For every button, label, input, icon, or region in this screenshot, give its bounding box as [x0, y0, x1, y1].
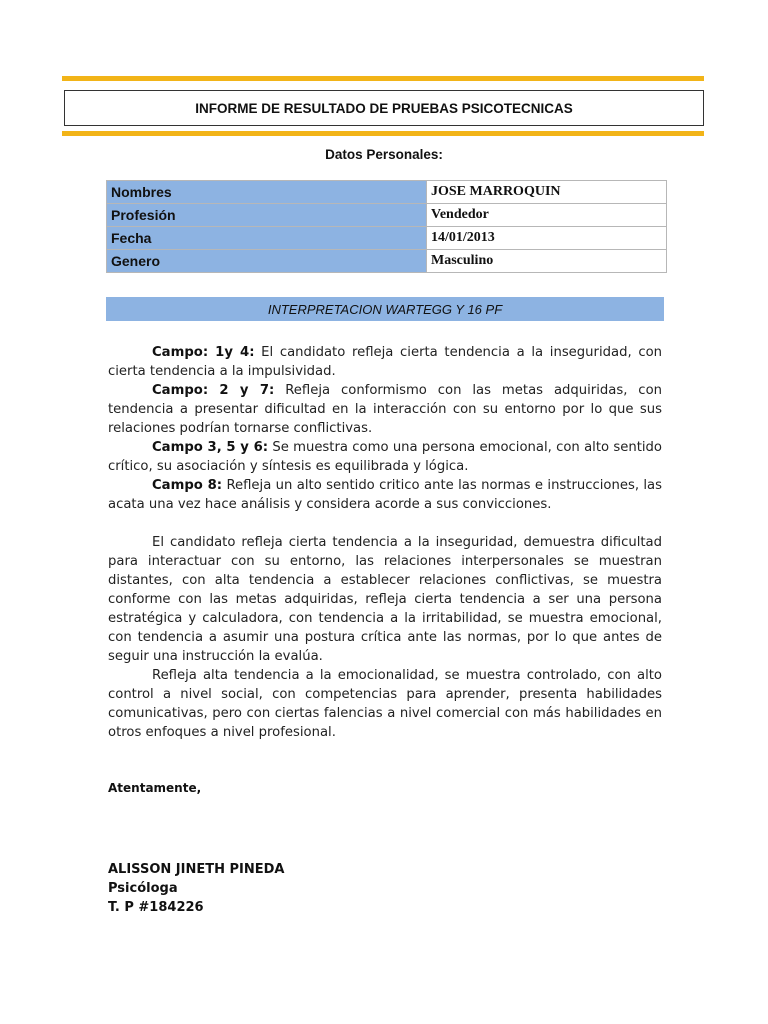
top-accent-rule: [62, 76, 704, 81]
interpretation-banner: INTERPRETACION WARTEGG Y 16 PF: [106, 297, 664, 321]
table-row: [107, 204, 667, 227]
row-value: 14/01/2013: [427, 227, 667, 250]
signer-license: T. P #184226: [108, 900, 204, 915]
row-label: Nombres: [107, 181, 427, 204]
table-row: [107, 181, 667, 204]
campo-text: El candidato refleja cierta tendencia a la inseguridad, con cierta tendencia a la impulsividad.: [108, 345, 662, 379]
campo-label: Campo 8:: [152, 478, 223, 493]
campo-text: Se muestra como una persona emocional, con alto sentido crítico, su asociación y síntesis es equilibrada y lógica.: [108, 440, 662, 474]
salutation: Atentamente,: [108, 781, 202, 795]
row-value: Masculino: [427, 250, 667, 273]
campo-paragraph: [108, 381, 662, 438]
report-title: INFORME DE RESULTADO DE PRUEBAS PSICOTECNICAS: [64, 90, 704, 126]
campo-text: Refleja conformismo con las metas adquiridas, con tendencia a presentar dificultad en la interacción con su entorno por lo que sus relaciones podrían tornarse conflictivas.: [108, 383, 662, 436]
personal-data-table: [106, 180, 667, 273]
table-row: [107, 227, 667, 250]
campo-paragraph: [108, 343, 662, 381]
row-value: JOSE MARROQUIN: [427, 181, 667, 204]
row-value: Vendedor: [427, 204, 667, 227]
interpretation-body: [108, 343, 662, 742]
table-row: [107, 250, 667, 273]
signature-block: [108, 860, 284, 917]
row-label: Fecha: [107, 227, 427, 250]
row-label: Genero: [107, 250, 427, 273]
campo-label: Campo: 1y 4:: [152, 345, 255, 360]
campo-label: Campo: 2 y 7:: [152, 383, 275, 398]
signer-role: Psicóloga: [108, 881, 178, 896]
campo-paragraph: [108, 438, 662, 476]
bottom-accent-rule: [62, 131, 704, 136]
summary-paragraph: El candidato refleja cierta tendencia a la inseguridad, demuestra dificultad para interactuar con su entorno, las relaciones interpersonales se muestran distantes, con alta tendencia a establecer relaciones conflictivas, se muestra conforme con las metas adquiridas, refleja cierta tendencia a ser una persona estratégica y calculadora, con tendencia a la irritabilidad, se muestra emocional, con tendencia a asumir una postura crítica ante las normas, por lo que antes de seguir una instrucción la evalúa.: [108, 535, 662, 664]
row-label: Profesión: [107, 204, 427, 227]
personal-data-heading: Datos Personales:: [325, 147, 443, 162]
summary-paragraph: Refleja alta tendencia a la emocionalidad, se muestra controlado, con alto control a nivel social, con competencias para aprender, presenta habilidades comunicativas, pero con ciertas falencias a nivel comercial con más habilidades en otros enfoques a nivel profesional.: [108, 668, 662, 740]
campo-paragraph: [108, 476, 662, 514]
campo-label: Campo 3, 5 y 6:: [152, 440, 269, 455]
signer-name: ALISSON JINETH PINEDA: [108, 862, 285, 877]
campo-text: Refleja un alto sentido critico ante las normas e instrucciones, las acata una vez hace análisis y considera acorde a sus convicciones.: [108, 478, 663, 512]
